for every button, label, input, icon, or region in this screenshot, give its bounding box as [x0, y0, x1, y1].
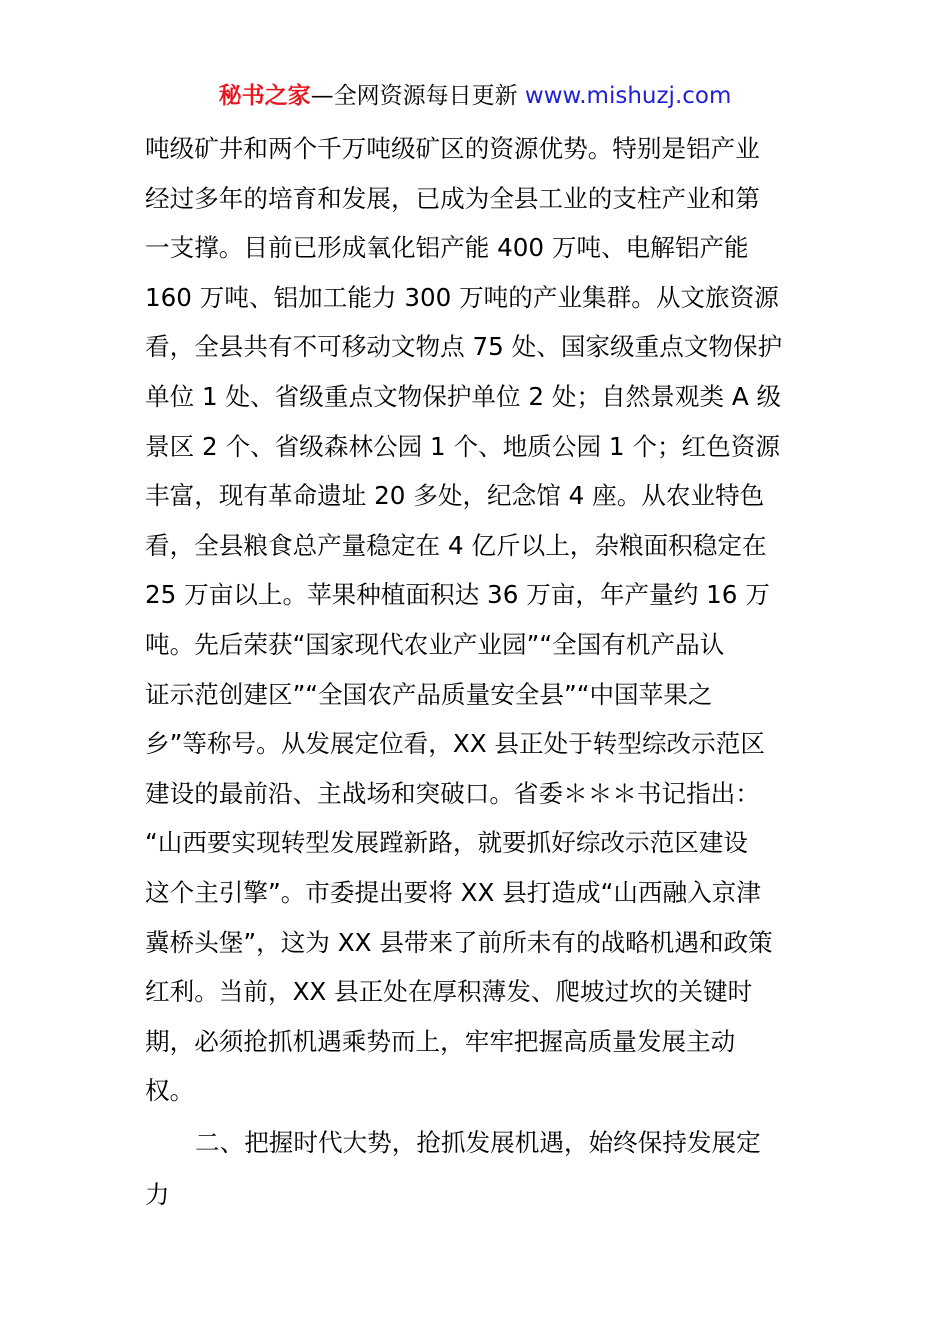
site-url: www.mishuzj.com	[524, 83, 732, 109]
text-line: 这个主引擎”。市委提出要将 XX 县打造成“山西融入京津	[145, 877, 761, 907]
brand-name: 秘书之家	[218, 83, 311, 109]
text-line: 吨级矿井和两个千万吨级矿区的资源优势。特别是铝产业	[145, 134, 760, 163]
text-line: 景区 2 个、省级森林公园 1 个、地质公园 1 个；红色资源	[145, 431, 780, 461]
text-line: 25 万亩以上。苹果种植面积达 36 万亩，年产量约 16 万	[145, 580, 770, 610]
text-line: 建设的最前沿、主战场和突破口。省委＊＊＊书记指出：	[145, 778, 760, 808]
section-heading	[145, 1117, 810, 1221]
text-line: 证示范创建区”“全国农产品质量安全县”“中国苹果之	[145, 679, 713, 709]
text-line: 冀桥头堡”，这为 XX 县带来了前所未有的战略机遇和政策	[145, 927, 773, 957]
section-heading-line: 力	[145, 1180, 170, 1209]
text-line: 160 万吨、铝加工能力 300 万吨的产业集群。从文旅资源	[145, 282, 779, 312]
body-paragraph	[145, 124, 810, 1116]
text-line: 吨。先后荣获“国家现代农业产业园”“全国有机产品认	[145, 629, 725, 659]
text-line: 经过多年的培育和发展，已成为全县工业的支柱产业和第	[145, 183, 760, 213]
text-line: 权。	[145, 1076, 195, 1106]
section-heading-line: 二、把握时代大势，抢抓发展机遇，始终保持发展定	[195, 1128, 761, 1157]
text-line: 丰富，现有革命遗址 20 多处，纪念馆 4 座。从农业特色	[145, 481, 765, 511]
text-line: 单位 1 处、省级重点文物保护单位 2 处；自然景观类 A 级	[145, 381, 782, 411]
page-header	[0, 80, 950, 112]
text-line: 一支撑。目前已形成氧化铝产能 400 万吨、电解铝产能	[145, 233, 749, 263]
text-line: 乡”等称号。从发展定位看，XX 县正处于转型综改示范区	[145, 729, 765, 759]
header-tagline: —全网资源每日更新	[310, 83, 518, 109]
text-line: 看，全县粮食总产量稳定在 4 亿斤以上，杂粮面积稳定在	[145, 530, 767, 560]
text-line: “山西要实现转型发展蹚新路，就要抓好综改示范区建设	[145, 828, 748, 858]
text-line: 看，全县共有不可移动文物点 75 处、国家级重点文物保护	[145, 332, 783, 362]
text-line: 期，必须抢抓机遇乘势而上，牢牢把握高质量发展主动	[145, 1026, 736, 1056]
text-line: 红利。当前，XX 县正处在厚积薄发、爬坡过坎的关键时	[145, 977, 753, 1007]
